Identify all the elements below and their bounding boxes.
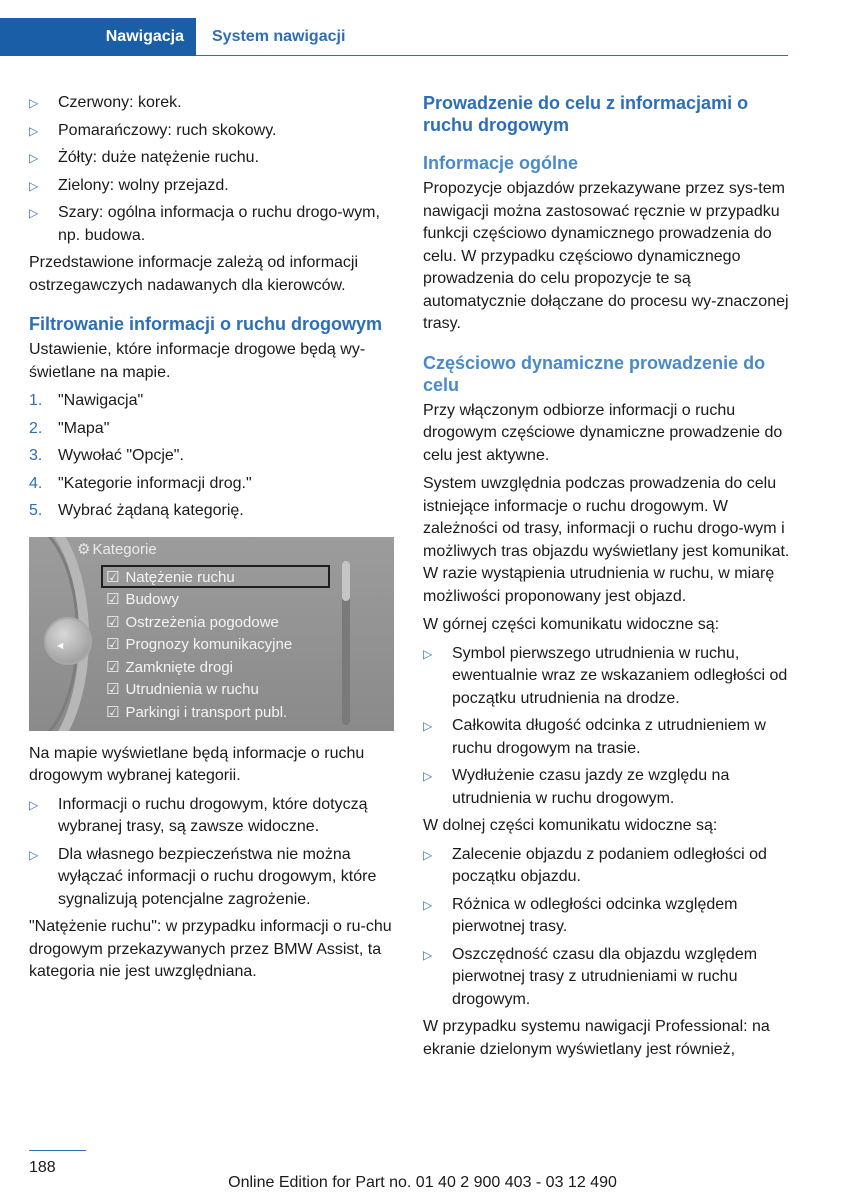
bullet-triangle-icon: ▷ (423, 719, 433, 733)
paragraph: W dolnej części komunikatu widoczne są: (423, 817, 718, 834)
list-item: ▷ Zielony: wolny przejazd. (29, 175, 394, 198)
steps-list (29, 390, 394, 523)
step-item: 1. "Nawigacja" (29, 392, 144, 409)
list-item: ▷ Czerwony: korek. (29, 92, 394, 115)
chapter-tab (0, 18, 196, 56)
color-legend-list (29, 92, 394, 247)
subsection-heading: Częściowo dynamiczne prowadzenie do celu (423, 352, 766, 395)
checkbox-checked-icon: ☑ (106, 636, 120, 653)
screen-menu-item: ☑ Zamknięte drogi (106, 658, 234, 676)
bullet-triangle-icon: ▷ (29, 96, 39, 110)
right-column (423, 92, 790, 1067)
screen-menu-item: ☑ Natężenie ruchu (106, 568, 235, 586)
checkbox-checked-icon: ☑ (106, 703, 120, 721)
arrow-left-icon: ◀ (57, 640, 64, 650)
page-number-divider (29, 1150, 86, 1151)
list-item: ▷ Oszczędność czasu dla objazdu względem pierwotnej trasy z utrudnieniami w ruchu drogowym. (423, 945, 758, 1008)
checkbox-checked-icon: ☑ (106, 681, 120, 698)
paragraph: Na mapie wyświetlane będą informacje o ruchu drogowym wybranej kategorii. (29, 744, 365, 784)
paragraph: System uwzględnia podczas prowadzenia do celu istniejące informacje o ruchu drogowym. W zależności od trasy, informacji o ruchu drogo‐wym i możliwych tras objazdu wyświetlany jest komunikat. W razie wystąpienia utrudnienia w ruchu, w miarę możliwości proponowany jest objazd. (423, 475, 790, 605)
chapter-title: Nawigacja (105, 28, 184, 45)
section-title: System nawigacji (212, 28, 346, 45)
subsection-heading: Informacje ogólne (423, 153, 579, 173)
upper-message-list (423, 643, 790, 811)
header-divider (196, 55, 788, 56)
bullet-triangle-icon: ▷ (29, 847, 39, 862)
bullet-triangle-icon: ▷ (423, 847, 433, 862)
step-item: 4. "Kategorie informacji drog." (29, 474, 252, 492)
list-item: ▷ Wydłużenie czasu jazdy ze względu na utrudnienia w ruchu drogowym. (423, 767, 730, 807)
list-item: ▷ Informacji o ruchu drogowym, które dotyczą wybranej trasy, są zawsze widoczne. (29, 795, 368, 835)
screen-menu-item: ☑ Utrudnienia w ruchu (106, 681, 259, 698)
section-heading: Filtrowanie informacji o ruchu drogowym (29, 314, 383, 334)
paragraph: W górnej części komunikatu widoczne są: (423, 616, 720, 633)
bullet-triangle-icon: ▷ (29, 123, 39, 138)
settings-icon: ⚙ (77, 540, 91, 558)
screen-menu-item: ☑ Budowy (106, 591, 179, 608)
list-item: ▷ Szary: ogólna informacja o ruchu drogo‐wym, np. budowa. (29, 204, 380, 244)
bullet-triangle-icon: ▷ (29, 206, 39, 220)
list-item: ▷ Zalecenie objazdu z podaniem odległości od początku objazdu. (423, 845, 767, 885)
bullet-triangle-icon: ▷ (423, 646, 433, 661)
notes-list (29, 794, 394, 912)
footer-edition: Online Edition for Part no. 01 40 2 900 403 - 03 12 490 (228, 1174, 617, 1191)
bullet-triangle-icon: ▷ (423, 897, 433, 912)
list-item: ▷ Całkowita długość odcinka z utrudnieniem w ruchu drogowym na trasie. (423, 717, 766, 757)
controller-knob (44, 617, 92, 665)
screen-menu-item: ☑ Ostrzeżenia pogodowe (106, 613, 279, 631)
paragraph: Ustawienie, które informacje drogowe będą wy‐świetlane na mapie. (29, 341, 366, 381)
list-item: ▷ Pomarańczowy: ruch skokowy. (29, 120, 394, 143)
page-number: 188 (29, 1159, 56, 1176)
screen-menu-item: ☑ Prognozy komunikacyjne (106, 636, 293, 653)
paragraph: Przedstawione informacje zależą od informacji ostrzegawczych nadawanych dla kierowców. (29, 254, 359, 294)
bullet-triangle-icon: ▷ (423, 769, 433, 783)
paragraph: W przypadku systemu nawigacji Professional: na ekranie dzielonym wyświetlany jest również, (423, 1018, 770, 1058)
step-item: 5. Wybrać żądaną kategorię. (29, 502, 244, 519)
checkbox-checked-icon: ☑ (106, 568, 120, 586)
list-item: ▷ Dla własnego bezpieczeństwa nie można wyłączać informacji o ruchu drogowym, które sygnalizują potencjalne zagrożenie. (29, 845, 377, 908)
bullet-triangle-icon: ▷ (423, 947, 433, 962)
left-column (29, 92, 394, 990)
bullet-triangle-icon: ▷ (29, 797, 39, 812)
checkbox-checked-icon: ☑ (106, 658, 120, 676)
step-item: 2. "Mapa" (29, 419, 110, 437)
bullet-triangle-icon: ▷ (29, 178, 39, 193)
list-item: ▷ Żółty: duże natężenie ruchu. (29, 147, 394, 170)
screen-title: ⚙ Kategorie (77, 540, 157, 558)
checkbox-checked-icon: ☑ (106, 613, 120, 631)
lower-message-list (423, 844, 790, 1012)
idrive-screen-image (29, 537, 394, 731)
section-heading: Prowadzenie do celu z informacjami o ruchu drogowym (423, 93, 749, 135)
checkbox-checked-icon: ☑ (106, 591, 120, 608)
bullet-triangle-icon: ▷ (29, 151, 39, 165)
step-item: 3. Wywołać "Opcje". (29, 447, 184, 464)
list-item: ▷ Symbol pierwszego utrudnienia w ruchu, ewentualnie wraz ze wskazaniem odległości od początku utrudnienia na drodze. (423, 644, 788, 707)
paragraph: "Natężenie ruchu": w przypadku informacji o ru‐chu drogowym przekazywanych przez BMW Assist, ta kategoria nie jest uwzględniana. (29, 918, 392, 980)
list-item: ▷ Różnica w odległości odcinka względem pierwotnej trasy. (423, 895, 738, 935)
screen-scrollbar-thumb (342, 561, 350, 601)
paragraph: Przy włączonym odbiorze informacji o ruchu drogowym częściowe dynamiczne prowadzenie do celu jest aktywne. (423, 401, 783, 464)
paragraph: Propozycje objazdów przekazywane przez sys‐tem nawigacji można zastosować ręcznie w przypadku funkcji częściowo dynamicznego prowadzenia do celu. W przypadku częściowo dynamicznego prowadzenia do celu propozycje te są automatycznie dołączane do procesu wy‐znaczonej trasy. (423, 180, 789, 332)
screen-menu-item: ☑ Parkingi i transport publ. (106, 703, 288, 721)
